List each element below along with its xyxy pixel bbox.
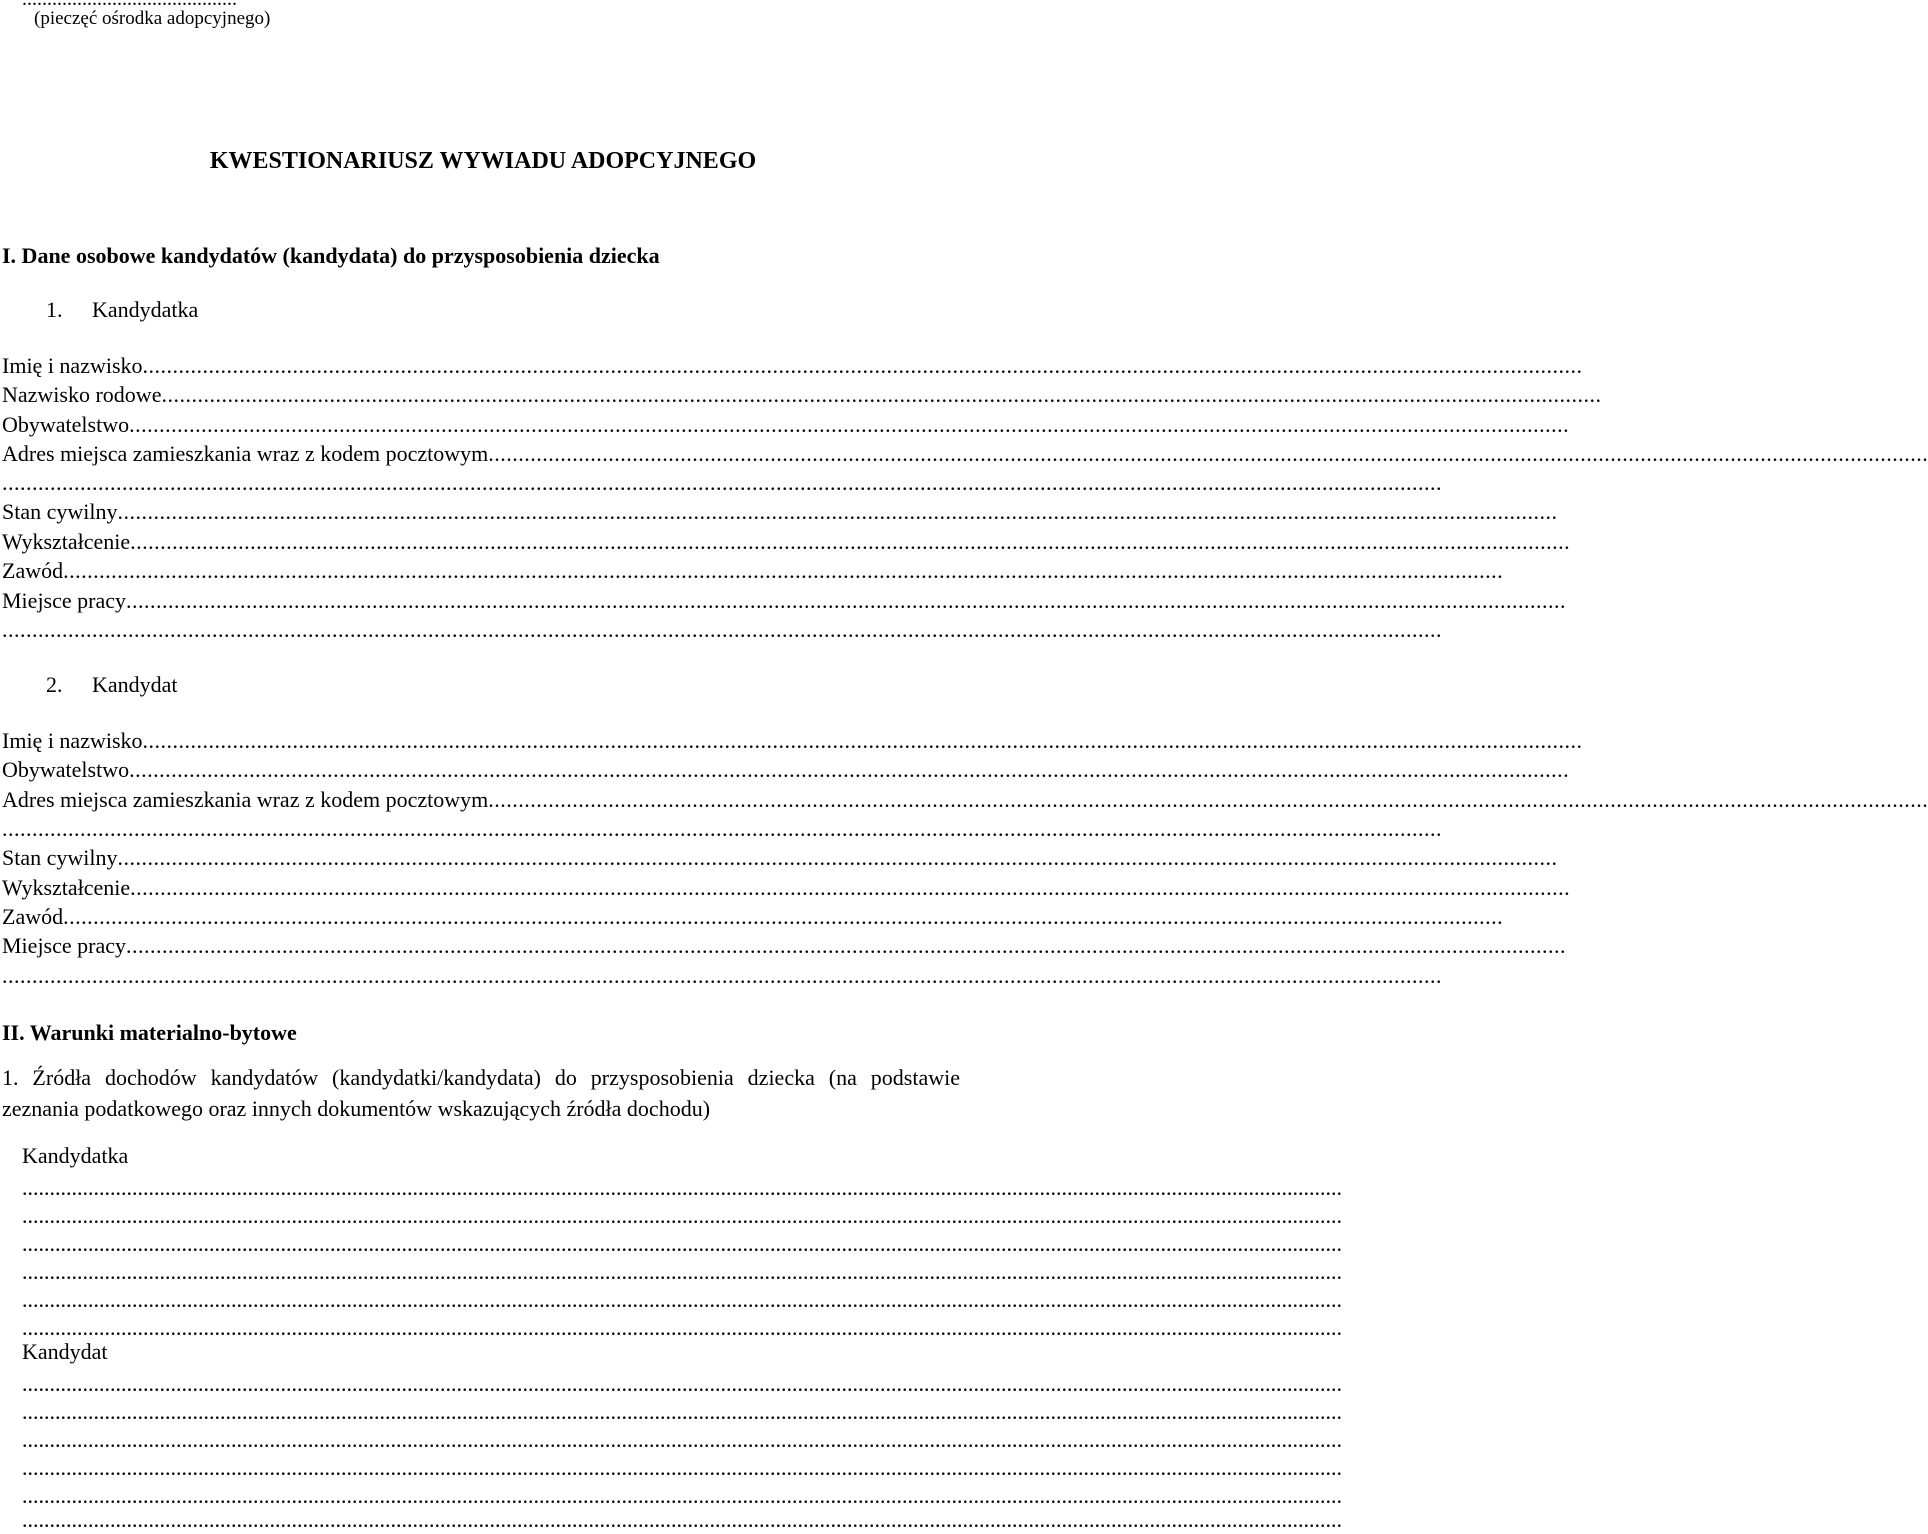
- field-dots: ................................................................................................................................................................................................................................................: [142, 353, 1583, 378]
- male-address-field[interactable]: [2, 785, 1928, 815]
- field-dots: ................................................................................................................................................................................................................................................: [129, 412, 1570, 437]
- field-dots: ................................................................................................................................................................................................................................................: [63, 558, 1504, 583]
- female-maiden-name-field[interactable]: [2, 380, 1602, 410]
- field-dots: ................................................................................................................................................................................................................................................: [2, 470, 1442, 495]
- male-citizenship-field[interactable]: [2, 755, 1570, 785]
- field-dots: ................................................................................................................................................................................................................................................: [142, 728, 1583, 753]
- field-dots: ................................................................................................................................................................................................................................................: [130, 875, 1571, 900]
- field-dots: ................................................................................................................................................................................................................................................: [161, 382, 1602, 407]
- subsection-number: 1.: [46, 297, 63, 322]
- male-education-field[interactable]: [2, 873, 1571, 903]
- female-workplace-field[interactable]: [2, 586, 1566, 616]
- section-1-title: I. Dane osobowe kandydatów (kandydata) do przysposobienia dziecka: [2, 243, 660, 268]
- field-dots: ................................................................................................................................................................................................................................................: [2, 963, 1442, 988]
- field-label: Nazwisko rodowe: [2, 382, 162, 407]
- field-label: Wykształcenie: [2, 875, 131, 900]
- income-male-line-1[interactable]: ................................................................................................................................................................................................................................................: [22, 1371, 1342, 1396]
- field-label: Obywatelstwo: [2, 757, 130, 782]
- field-dots: ................................................................................................................................................................................................................................................: [2, 617, 1442, 642]
- field-label: Stan cywilny: [2, 499, 118, 524]
- field-dots: ................................................................................................................................................................................................................................................: [2, 816, 1442, 841]
- income-male-line-4[interactable]: ................................................................................................................................................................................................................................................: [22, 1455, 1342, 1480]
- field-label: Imię i nazwisko: [2, 353, 143, 378]
- income-female-line-5[interactable]: ................................................................................................................................................................................................................................................: [22, 1287, 1342, 1312]
- field-dots: ................................................................................................................................................................................................................................................: [126, 588, 1566, 613]
- male-workplace-field[interactable]: [2, 931, 1566, 961]
- field-label: Imię i nazwisko: [2, 728, 143, 753]
- income-male-line-6[interactable]: ................................................................................................................................................................................................................................................: [22, 1507, 1342, 1532]
- field-label: Miejsce pracy: [2, 933, 126, 958]
- subsection-label: Kandydat: [92, 672, 178, 697]
- field-label: Adres miejsca zamieszkania wraz z kodem pocztowym: [2, 441, 489, 466]
- field-dots: ................................................................................................................................................................................................................................................: [117, 499, 1558, 524]
- field-dots: ................................................................................................................................................................................................................................................: [130, 529, 1571, 554]
- income-female-line-4[interactable]: ................................................................................................................................................................................................................................................: [22, 1259, 1342, 1284]
- field-dots: ................................................................................................................................................................................................................................................: [117, 845, 1558, 870]
- income-female-line-3[interactable]: ................................................................................................................................................................................................................................................: [22, 1231, 1342, 1256]
- male-profession-field[interactable]: [2, 902, 1504, 932]
- female-address-continuation-field[interactable]: [2, 468, 1442, 498]
- field-dots: ................................................................................................................................................................................................................................................: [126, 933, 1566, 958]
- field-dots: ................................................................................................................................................................................................................................................: [488, 441, 1928, 466]
- stamp-label: (pieczęć ośrodka adopcyjnego): [34, 8, 271, 29]
- field-label: Adres miejsca zamieszkania wraz z kodem pocztowym: [2, 787, 489, 812]
- income-female-line-1[interactable]: ................................................................................................................................................................................................................................................: [22, 1175, 1342, 1200]
- field-label: Stan cywilny: [2, 845, 118, 870]
- income-female-line-6[interactable]: ................................................................................................................................................................................................................................................: [22, 1315, 1342, 1340]
- female-citizenship-field[interactable]: [2, 410, 1570, 440]
- male-workplace-continuation-field[interactable]: [2, 961, 1442, 991]
- field-dots: ................................................................................................................................................................................................................................................: [488, 787, 1928, 812]
- field-label: Obywatelstwo: [2, 412, 130, 437]
- female-name-field[interactable]: [2, 351, 1583, 381]
- field-dots: ................................................................................................................................................................................................................................................: [129, 757, 1570, 782]
- subsection-number: 2.: [46, 672, 63, 697]
- field-label: Zawód: [2, 558, 64, 583]
- income-male-line-2[interactable]: ................................................................................................................................................................................................................................................: [22, 1399, 1342, 1424]
- female-education-field[interactable]: [2, 527, 1571, 557]
- field-label: Zawód: [2, 904, 64, 929]
- section-2-title: II. Warunki materialno-bytowe: [2, 1020, 297, 1045]
- income-male-line-5[interactable]: ................................................................................................................................................................................................................................................: [22, 1483, 1342, 1508]
- female-marital-status-field[interactable]: [2, 497, 1558, 527]
- income-male-label: Kandydat: [22, 1339, 108, 1364]
- male-name-field[interactable]: [2, 726, 1583, 756]
- male-marital-status-field[interactable]: [2, 843, 1558, 873]
- income-sources-question: 1. Źródła dochodów kandydatów (kandydatki/kandydata) do przysposobienia dziecka (na podstawie zeznania podatkowego oraz innych dokumentów wskazujących źródła dochodu): [2, 1065, 960, 1121]
- field-dots: ................................................................................................................................................................................................................................................: [63, 904, 1504, 929]
- income-female-label: Kandydatka: [22, 1143, 129, 1168]
- subsection-candidate-male: [46, 672, 178, 698]
- female-workplace-continuation-field[interactable]: [2, 615, 1442, 645]
- female-profession-field[interactable]: [2, 556, 1504, 586]
- income-male-line-3[interactable]: ................................................................................................................................................................................................................................................: [22, 1427, 1342, 1452]
- field-label: Miejsce pracy: [2, 588, 126, 613]
- female-address-field[interactable]: [2, 439, 1928, 469]
- document-title: KWESTIONARIUSZ WYWIADU ADOPCYJNEGO: [209, 148, 757, 174]
- male-address-continuation-field[interactable]: [2, 814, 1442, 844]
- income-female-line-2[interactable]: ................................................................................................................................................................................................................................................: [22, 1203, 1342, 1228]
- field-label: Wykształcenie: [2, 529, 131, 554]
- subsection-label: Kandydatka: [92, 297, 199, 322]
- subsection-candidate-female: [46, 297, 198, 323]
